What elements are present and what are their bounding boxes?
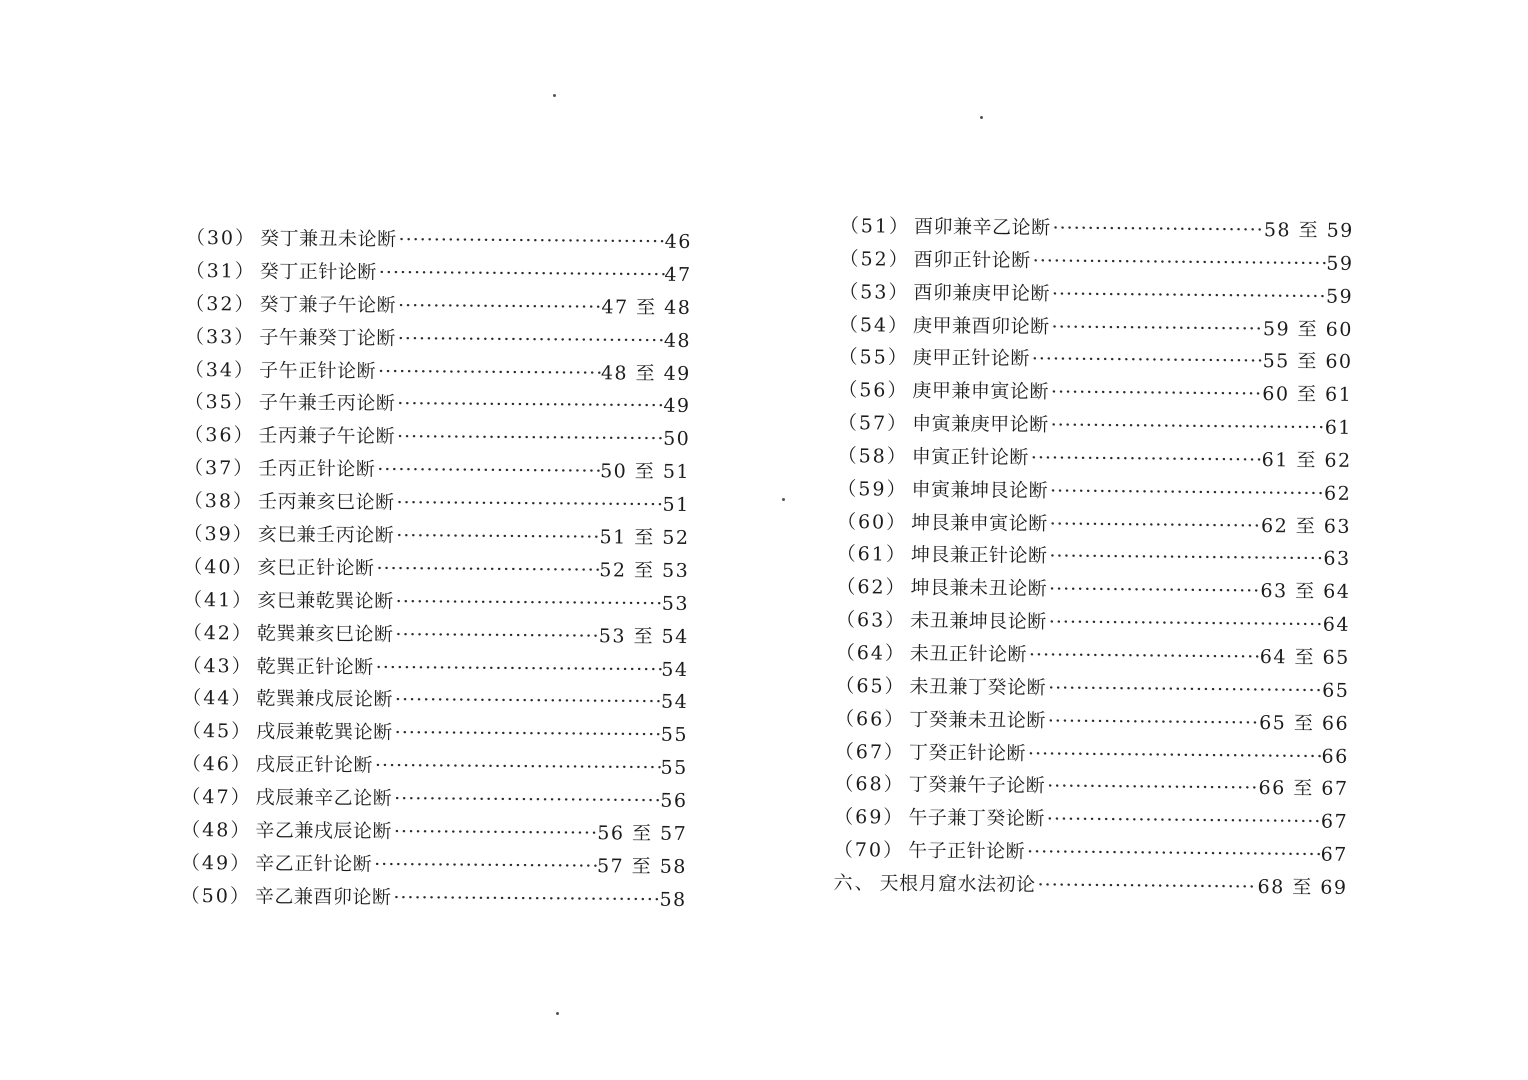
entry-page: 68 至 69 <box>1257 875 1348 899</box>
dot-leader <box>392 816 598 851</box>
toc-entry[interactable] <box>181 781 687 818</box>
dot-leader <box>1047 606 1323 641</box>
entry-page: 66 至 67 <box>1258 777 1349 801</box>
entry-number: （70） <box>833 839 905 862</box>
entry-page: 65 <box>1322 679 1350 702</box>
entry-number: （53） <box>839 280 910 304</box>
toc-entry[interactable] <box>836 604 1350 642</box>
entry-number: （41） <box>182 588 254 612</box>
entry-number: （51） <box>839 214 911 238</box>
entry-page: 66 <box>1321 745 1349 768</box>
entry-number: （38） <box>183 490 255 513</box>
toc-entry[interactable] <box>183 584 689 621</box>
entry-page: 61 至 62 <box>1261 448 1352 472</box>
entry-title: 酉卯正针论断 <box>913 248 1031 272</box>
entry-title: 亥巳兼壬丙论断 <box>257 523 395 547</box>
toc-entry[interactable] <box>833 867 1347 905</box>
entry-title: 乾巽兼亥巳论断 <box>256 622 394 646</box>
entry-page: 62 <box>1324 482 1352 505</box>
entry-number: （42） <box>182 621 254 645</box>
toc-entry[interactable] <box>185 354 691 391</box>
entry-page: 48 <box>663 329 692 352</box>
toc-entry[interactable] <box>837 538 1351 576</box>
entry-title: 辛乙兼戌辰论断 <box>255 819 393 843</box>
entry-number: （49） <box>180 851 252 875</box>
entry-page: 64 至 65 <box>1259 646 1350 669</box>
entry-title: 子午兼癸丁论断 <box>259 326 396 350</box>
dot-leader <box>1030 343 1263 378</box>
dot-leader <box>1050 278 1326 313</box>
entry-number: （47） <box>181 786 252 809</box>
entry-page: 55 <box>660 724 689 747</box>
entry-number: （33） <box>185 325 256 349</box>
dot-leader <box>1045 803 1321 838</box>
entry-title: 壬丙兼亥巳论断 <box>257 490 395 514</box>
entry-page: 51 至 52 <box>599 526 690 549</box>
entry-title: 丁癸正针论断 <box>908 741 1027 765</box>
entry-number: （66） <box>835 707 906 731</box>
dot-leader <box>1047 573 1261 608</box>
dot-leader <box>1035 869 1257 904</box>
dot-leader <box>396 224 664 259</box>
dot-leader <box>1049 376 1263 411</box>
entry-title: 辛乙正针论断 <box>255 852 373 876</box>
dot-leader <box>374 651 662 686</box>
entry-page: 63 至 64 <box>1260 580 1351 604</box>
entry-number: （46） <box>181 753 253 776</box>
entry-page: 62 至 63 <box>1260 514 1352 538</box>
entry-title: 酉卯兼辛乙论断 <box>913 215 1051 240</box>
entry-number: （54） <box>838 313 910 337</box>
dot-leader <box>1047 540 1323 575</box>
entry-page: 58 至 59 <box>1263 219 1354 242</box>
entry-title: 丁癸兼午子论断 <box>908 774 1046 798</box>
dot-leader <box>1045 770 1259 805</box>
entry-number: （37） <box>183 457 255 480</box>
toc-entry[interactable] <box>182 715 688 752</box>
dot-leader <box>393 684 661 719</box>
entry-page: 51 <box>662 493 690 517</box>
dot-leader <box>395 388 663 423</box>
toc-entry[interactable] <box>184 419 690 456</box>
entry-title: 庚甲兼申寅论断 <box>912 379 1050 404</box>
scan-speck <box>556 1012 559 1015</box>
scan-speck <box>553 94 556 97</box>
entry-title: 申寅正针论断 <box>911 445 1029 469</box>
toc-entry[interactable] <box>184 485 690 522</box>
toc-entry[interactable] <box>834 768 1348 806</box>
entry-page: 59 <box>1326 252 1354 275</box>
toc-entry[interactable] <box>835 703 1349 741</box>
entry-page: 64 <box>1322 613 1351 637</box>
toc-list-left <box>181 222 692 917</box>
entry-page: 59 <box>1325 285 1354 308</box>
entry-number: （45） <box>181 720 253 743</box>
entry-title: 坤艮兼未丑论断 <box>910 576 1048 601</box>
toc-entry[interactable] <box>185 288 691 325</box>
entry-page: 53 <box>661 592 690 615</box>
entry-title: 乾巽兼戌辰论断 <box>256 688 394 712</box>
toc-entry[interactable] <box>837 440 1351 478</box>
toc-entry[interactable] <box>836 637 1350 675</box>
entry-title: 午子兼丁癸论断 <box>908 806 1045 831</box>
entry-title: 庚甲正针论断 <box>912 347 1030 371</box>
entry-title: 坤艮兼正针论断 <box>910 544 1048 568</box>
entry-page: 60 至 61 <box>1262 383 1353 407</box>
toc-list-right <box>833 210 1354 905</box>
entry-title: 庚甲兼酉卯论断 <box>912 314 1050 338</box>
dot-leader <box>394 585 662 620</box>
dot-leader <box>1050 212 1264 247</box>
dot-leader <box>1025 836 1321 872</box>
dot-leader <box>392 783 660 818</box>
toc-entry[interactable] <box>182 682 688 719</box>
toc-entry[interactable] <box>839 243 1353 281</box>
entry-title: 辛乙兼酉卯论断 <box>254 885 392 909</box>
entry-page: 48 至 49 <box>600 361 691 385</box>
toc-entry[interactable] <box>186 222 692 259</box>
dot-leader <box>373 750 661 785</box>
toc-entry[interactable] <box>181 880 687 917</box>
entry-title: 壬丙兼子午论断 <box>258 424 396 448</box>
entry-page: 46 <box>664 230 692 253</box>
entry-number: （40） <box>183 555 254 579</box>
entry-number: （57） <box>837 412 909 435</box>
dot-leader <box>396 322 664 357</box>
toc-entry[interactable] <box>184 386 690 423</box>
entry-page: 55 <box>660 756 688 780</box>
toc-entry[interactable] <box>185 321 691 358</box>
toc-entry[interactable] <box>837 473 1351 511</box>
entry-number: （39） <box>183 523 254 546</box>
entry-number: （56） <box>838 379 909 402</box>
dot-leader <box>393 717 661 752</box>
entry-title: 戌辰兼辛乙论断 <box>255 786 393 810</box>
entry-title: 丁癸兼未丑论断 <box>909 708 1046 732</box>
entry-number: （69） <box>834 806 905 829</box>
entry-title: 未丑兼坤艮论断 <box>910 609 1047 634</box>
toc-entry[interactable] <box>839 309 1353 347</box>
entry-title: 未丑兼丁癸论断 <box>909 675 1047 699</box>
entry-number: （52） <box>839 247 910 271</box>
entry-number: （34） <box>184 358 256 382</box>
entry-page: 52 至 53 <box>599 559 690 582</box>
right-page <box>764 0 1528 1080</box>
entry-number: （62） <box>836 576 907 599</box>
dot-leader <box>1048 508 1262 543</box>
toc-entry[interactable] <box>183 551 689 588</box>
entry-title: 癸丁兼子午论断 <box>259 293 397 317</box>
toc-entry[interactable] <box>181 847 687 884</box>
entry-title: 坤艮兼申寅论断 <box>911 511 1048 535</box>
entry-title: 酉卯兼庚甲论断 <box>913 281 1051 305</box>
entry-title: 申寅兼坤艮论断 <box>911 478 1049 502</box>
entry-page: 50 <box>663 428 691 451</box>
entry-page: 47 至 48 <box>601 296 692 319</box>
entry-number: （50） <box>180 884 251 908</box>
dot-leader <box>1027 639 1260 674</box>
dot-leader <box>393 618 599 653</box>
toc-entry[interactable] <box>838 341 1352 379</box>
entry-number: （59） <box>837 477 908 501</box>
entry-title: 乾巽正针论断 <box>256 655 374 679</box>
entry-number: 六、 <box>833 871 876 895</box>
dot-leader <box>1048 475 1324 510</box>
entry-page: 63 <box>1323 548 1351 571</box>
toc-entry[interactable] <box>184 452 690 489</box>
entry-number: （65） <box>835 674 906 698</box>
dot-leader <box>394 487 662 522</box>
toc-entry[interactable] <box>840 210 1354 248</box>
toc-entry[interactable] <box>183 617 689 654</box>
dot-leader <box>1031 245 1327 281</box>
dot-leader <box>372 848 597 883</box>
entry-title: 癸丁兼丑未论断 <box>259 227 397 251</box>
entry-page: 57 至 58 <box>596 855 688 878</box>
dot-leader <box>374 552 599 587</box>
entry-title: 天根月窟水法初论 <box>879 872 1036 896</box>
toc-entry[interactable] <box>182 748 688 785</box>
entry-number: （61） <box>836 543 907 567</box>
entry-number: （43） <box>182 654 253 678</box>
entry-number: （48） <box>181 819 252 842</box>
entry-number: （31） <box>185 259 256 283</box>
entry-page: 53 至 54 <box>598 624 689 648</box>
toc-entry[interactable] <box>837 506 1351 544</box>
entry-number: （55） <box>838 346 909 370</box>
dot-leader <box>1046 672 1322 707</box>
entry-page: 56 <box>660 789 688 813</box>
entry-page: 47 <box>664 263 692 286</box>
dot-leader <box>1048 409 1324 444</box>
dot-leader <box>394 520 600 555</box>
entry-page: 56 至 57 <box>597 822 688 845</box>
entry-page: 61 <box>1324 416 1353 439</box>
toc-entry[interactable] <box>838 374 1352 412</box>
entry-page: 67 <box>1320 810 1349 834</box>
entry-title: 癸丁正针论断 <box>259 260 377 284</box>
dot-leader <box>1026 737 1322 773</box>
entry-number: （36） <box>184 424 255 447</box>
entry-number: （68） <box>834 773 905 796</box>
entry-title: 戌辰正针论断 <box>255 753 374 777</box>
toc-entry[interactable] <box>835 735 1349 773</box>
entry-page: 50 至 51 <box>600 460 691 484</box>
entry-number: （30） <box>185 226 257 250</box>
dot-leader <box>395 421 663 456</box>
entry-title: 午子正针论断 <box>907 839 1026 863</box>
dot-leader <box>1029 442 1262 477</box>
entry-page: 67 <box>1320 843 1348 866</box>
toc-entry[interactable] <box>181 814 687 851</box>
entry-page: 54 <box>660 691 689 714</box>
toc-entry[interactable] <box>834 834 1348 872</box>
entry-number: （35） <box>184 391 255 414</box>
scan-speck <box>980 116 983 119</box>
dot-leader <box>396 289 602 324</box>
entry-page: 49 <box>663 395 691 418</box>
entry-number: （63） <box>835 609 907 632</box>
toc-entry[interactable] <box>836 571 1350 609</box>
entry-number: （58） <box>837 444 908 468</box>
entry-title: 壬丙正针论断 <box>258 457 376 481</box>
entry-title: 子午正针论断 <box>258 359 377 383</box>
entry-number: （32） <box>185 292 256 316</box>
entry-title: 戌辰兼乾巽论断 <box>256 720 393 744</box>
entry-number: （44） <box>182 687 253 711</box>
entry-number: （60） <box>836 510 908 534</box>
entry-page: 59 至 60 <box>1262 317 1353 341</box>
toc-entry[interactable] <box>839 276 1353 314</box>
entry-title: 申寅兼庚甲论断 <box>912 412 1049 437</box>
entry-title: 子午兼壬丙论断 <box>258 392 396 416</box>
entry-title: 未丑正针论断 <box>909 642 1028 666</box>
entry-page: 65 至 66 <box>1259 711 1350 735</box>
dot-leader <box>376 355 601 390</box>
toc-entry[interactable] <box>838 407 1352 445</box>
entry-page: 55 至 60 <box>1262 350 1353 374</box>
toc-entry[interactable] <box>185 255 691 292</box>
entry-title: 亥巳正针论断 <box>257 556 375 580</box>
toc-entry[interactable] <box>834 801 1348 839</box>
dot-leader <box>377 256 665 291</box>
entry-page: 54 <box>661 658 689 681</box>
entry-page: 58 <box>659 888 687 911</box>
toc-entry[interactable] <box>183 518 689 555</box>
toc-entry[interactable] <box>182 650 688 687</box>
dot-leader <box>1046 705 1260 740</box>
dot-leader <box>391 881 659 916</box>
entry-number: （67） <box>834 740 906 764</box>
dot-leader <box>375 454 600 489</box>
entry-title: 亥巳兼乾巽论断 <box>257 589 394 613</box>
toc-entry[interactable] <box>835 670 1349 708</box>
entry-number: （64） <box>835 641 907 665</box>
dot-leader <box>1049 311 1263 346</box>
